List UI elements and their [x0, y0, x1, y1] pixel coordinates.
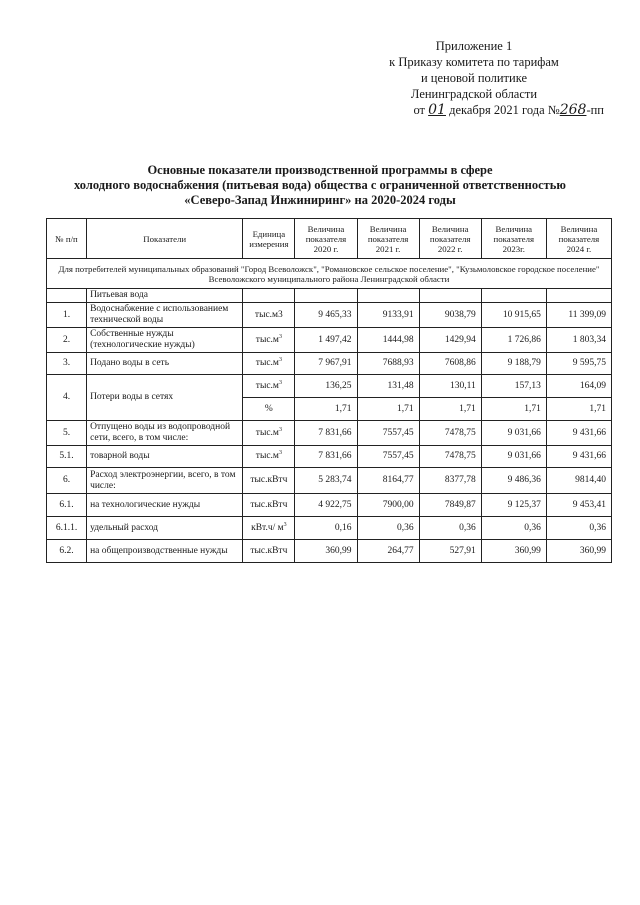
empty-cell — [546, 289, 611, 303]
handwritten-day: 01 — [428, 102, 446, 118]
value-2024: 9 595,75 — [546, 353, 611, 375]
consumers-text: Для потребителей муниципальных образований "Город Всеволожск", "Романовское сельское поселение", "Кузьмоловское городское поселение" Всеволожского муниципального района Ленинградской области — [47, 259, 612, 289]
value-2021: 9133,91 — [357, 303, 419, 328]
value-2024: 9814,40 — [546, 468, 611, 494]
unit-text: тыс.м — [255, 334, 279, 345]
value-2023: 9 125,37 — [481, 494, 546, 517]
annex-header — [344, 38, 604, 118]
row-num: 5.1. — [47, 446, 87, 468]
unit-superscript: 3 — [278, 426, 282, 433]
row-name: товарной воды — [87, 446, 243, 468]
row-name: Собственные нужды (технологические нужды) — [87, 328, 243, 353]
unit-text: тыс.м — [255, 451, 279, 461]
unit-text: кВт.ч/ м — [251, 522, 284, 533]
value-2023: 10 915,65 — [481, 303, 546, 328]
value-2022: 0,36 — [419, 517, 481, 540]
row-unit: % — [243, 398, 295, 421]
value-2023: 157,13 — [481, 375, 546, 398]
unit-text: тыс.м — [255, 358, 279, 368]
header-2024: Величина показателя 2024 г. — [546, 219, 611, 259]
header-unit: Единица измерения — [243, 219, 295, 259]
value-2023: 1,71 — [481, 398, 546, 421]
row-unit — [243, 517, 295, 540]
value-2022: 1429,94 — [419, 328, 481, 353]
row-name: на технологические нужды — [87, 494, 243, 517]
table-row — [47, 468, 612, 494]
row-num: 6.2. — [47, 540, 87, 563]
row-unit: тыс.кВтч — [243, 540, 295, 563]
value-2020: 7 967,91 — [295, 353, 357, 375]
value-2022: 7478,75 — [419, 446, 481, 468]
row-num: 3. — [47, 353, 87, 375]
value-2020: 1 497,42 — [295, 328, 357, 353]
unit-superscript: 3 — [283, 521, 287, 528]
value-2020: 360,99 — [295, 540, 357, 563]
row-name: Водоснабжение с использованием технической воды — [87, 303, 243, 328]
value-2023: 9 188,79 — [481, 353, 546, 375]
row-name: на общепроизводственные нужды — [87, 540, 243, 563]
row-unit — [243, 446, 295, 468]
value-2020: 136,25 — [295, 375, 357, 398]
value-2020: 1,71 — [295, 398, 357, 421]
header-num: № п/п — [47, 219, 87, 259]
row-unit — [243, 421, 295, 446]
value-2021: 7688,93 — [357, 353, 419, 375]
value-2024: 9 453,41 — [546, 494, 611, 517]
unit-superscript: 3 — [278, 356, 282, 363]
title-line: холодного водоснабжения (питьевая вода) общества с ограниченной ответственностью — [74, 178, 566, 192]
value-2024: 1 803,34 — [546, 328, 611, 353]
unit-text: тыс.м — [255, 380, 279, 391]
value-2022: 8377,78 — [419, 468, 481, 494]
value-2021: 7557,45 — [357, 446, 419, 468]
document-title — [40, 163, 600, 208]
row-num: 2. — [47, 328, 87, 353]
row-name: Расход электроэнергии, всего, в том числе: — [87, 468, 243, 494]
value-2020: 5 283,74 — [295, 468, 357, 494]
annex-line: и ценовой политике — [420, 71, 528, 85]
header-2020: Величина показателя 2020 г. — [295, 219, 357, 259]
value-2024: 164,09 — [546, 375, 611, 398]
row-num: 4. — [47, 375, 87, 421]
row-num: 6.1.1. — [47, 517, 87, 540]
annex-date-suffix: -пп — [586, 103, 604, 117]
empty-cell — [357, 289, 419, 303]
value-2022: 9038,79 — [419, 303, 481, 328]
table-header-row — [47, 219, 612, 259]
row-unit: тыс.м3 — [243, 303, 295, 328]
header-2022: Величина показателя 2022 г. — [419, 219, 481, 259]
row-unit — [243, 328, 295, 353]
table-row — [47, 421, 612, 446]
header-name: Показатели — [87, 219, 243, 259]
value-2020: 4 922,75 — [295, 494, 357, 517]
consumers-row — [47, 259, 612, 289]
value-2024: 360,99 — [546, 540, 611, 563]
indicators-table — [46, 218, 612, 563]
unit-superscript: 3 — [278, 449, 282, 456]
row-unit: тыс.кВтч — [243, 468, 295, 494]
unit-superscript: 3 — [278, 379, 282, 386]
annex-date-line — [344, 102, 604, 118]
row-num: 6.1. — [47, 494, 87, 517]
value-2022: 7478,75 — [419, 421, 481, 446]
row-name: Подано воды в сеть — [87, 353, 243, 375]
row-unit — [243, 375, 295, 398]
table-row — [47, 446, 612, 468]
empty-cell — [243, 289, 295, 303]
unit-superscript: 3 — [278, 333, 282, 340]
table-row — [47, 494, 612, 517]
value-2023: 1 726,86 — [481, 328, 546, 353]
value-2024: 1,71 — [546, 398, 611, 421]
section-row — [47, 289, 612, 303]
value-2022: 7849,87 — [419, 494, 481, 517]
annex-line: Ленинградской области — [410, 87, 538, 101]
value-2024: 11 399,09 — [546, 303, 611, 328]
row-name: Потери воды в сетях — [87, 375, 243, 421]
annex-line: Приложение 1 — [435, 39, 513, 53]
value-2021: 264,77 — [357, 540, 419, 563]
table-row — [47, 375, 612, 398]
value-2023: 0,36 — [481, 517, 546, 540]
value-2020: 0,16 — [295, 517, 357, 540]
value-2021: 7900,00 — [357, 494, 419, 517]
row-num: 1. — [47, 303, 87, 328]
value-2023: 9 486,36 — [481, 468, 546, 494]
value-2022: 527,91 — [419, 540, 481, 563]
value-2020: 7 831,66 — [295, 446, 357, 468]
value-2024: 9 431,66 — [546, 446, 611, 468]
table-row — [47, 328, 612, 353]
value-2022: 130,11 — [419, 375, 481, 398]
empty-cell — [47, 289, 87, 303]
title-line: «Северо-Запад Инжиниринг» на 2020-2024 годы — [184, 193, 456, 207]
row-name: Отпущено воды из водопроводной сети, всего, в том числе: — [87, 421, 243, 446]
header-2021: Величина показателя 2021 г. — [357, 219, 419, 259]
row-unit — [243, 353, 295, 375]
value-2023: 9 031,66 — [481, 421, 546, 446]
handwritten-order-number: 268 — [559, 102, 587, 118]
annex-line: к Приказу комитета по тарифам — [389, 55, 559, 69]
value-2023: 360,99 — [481, 540, 546, 563]
value-2021: 131,48 — [357, 375, 419, 398]
table-row — [47, 303, 612, 328]
value-2023: 9 031,66 — [481, 446, 546, 468]
table-row — [47, 517, 612, 540]
row-num: 6. — [47, 468, 87, 494]
value-2021: 0,36 — [357, 517, 419, 540]
value-2020: 7 831,66 — [295, 421, 357, 446]
row-name: удельный расход — [87, 517, 243, 540]
value-2021: 1,71 — [357, 398, 419, 421]
header-2023: Величина показателя 2023г. — [481, 219, 546, 259]
value-2024: 9 431,66 — [546, 421, 611, 446]
annex-date-prefix: от — [413, 103, 426, 117]
value-2021: 7557,45 — [357, 421, 419, 446]
value-2022: 7608,86 — [419, 353, 481, 375]
table-row — [47, 353, 612, 375]
row-num: 5. — [47, 421, 87, 446]
empty-cell — [295, 289, 357, 303]
title-line: Основные показатели производственной программы в сфере — [147, 163, 493, 177]
empty-cell — [481, 289, 546, 303]
section-title: Питьевая вода — [87, 289, 243, 303]
value-2020: 9 465,33 — [295, 303, 357, 328]
unit-text: тыс.м — [255, 427, 279, 438]
value-2022: 1,71 — [419, 398, 481, 421]
annex-date-mid: декабря 2021 года № — [449, 103, 560, 117]
row-unit: тыс.кВтч — [243, 494, 295, 517]
value-2021: 1444,98 — [357, 328, 419, 353]
empty-cell — [419, 289, 481, 303]
value-2024: 0,36 — [546, 517, 611, 540]
value-2021: 8164,77 — [357, 468, 419, 494]
table-row — [47, 540, 612, 563]
